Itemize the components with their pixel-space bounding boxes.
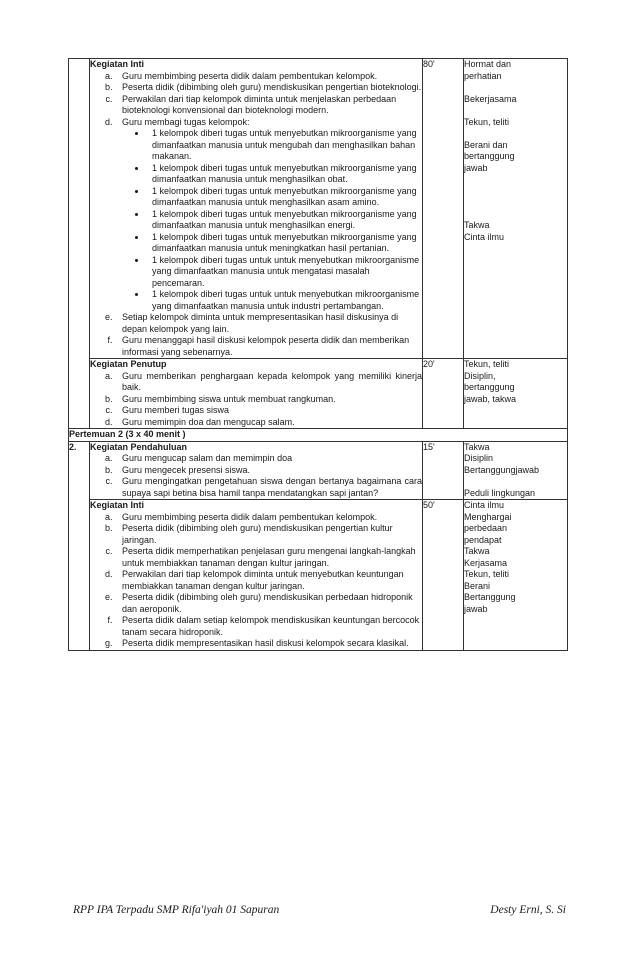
- character-value: Cinta ilmu: [464, 231, 505, 242]
- character-value: Tekun, teliti: [464, 569, 510, 579]
- character-value: Cinta ilmu: [464, 500, 505, 510]
- character-cell: [464, 500, 568, 651]
- character-value: perhatian: [464, 70, 502, 81]
- row-kegiatan-inti-2: [69, 500, 568, 651]
- meeting-label: Pertemuan 2 (3 x 40 menit ): [69, 429, 568, 442]
- activity-list: [90, 71, 422, 359]
- activity-item-text: Guru membagi tugas kelompok:: [122, 116, 250, 127]
- activity-item: a. Guru membimbing peserta didik dalam pembentukan kelompok.: [115, 71, 422, 83]
- character-gap: [464, 105, 567, 117]
- character-value: bertanggung: [464, 382, 515, 392]
- character-value: Takwa: [464, 441, 490, 452]
- activity-item: c. Guru memberi tugas siswa: [115, 405, 422, 417]
- character-gap: [464, 82, 567, 94]
- activity-item: b. Guru membimbing siswa untuk membuat rangkuman.: [115, 394, 422, 406]
- character-cell: [464, 441, 568, 500]
- character-cell: [464, 359, 568, 429]
- activity-list: [90, 512, 422, 650]
- activity-cell: [90, 59, 423, 359]
- group-task-item: • 1 kelompok diberi tugas untuk menyebutkan mikroorganisme yang dimanfaatkan manusia untuk menghasilkan energi.: [147, 209, 422, 232]
- activity-item: a. Guru membimbing peserta didik dalam pembentukan kelompok.: [115, 512, 422, 524]
- character-gap: [464, 128, 567, 140]
- character-value: Takwa: [464, 546, 490, 556]
- number-cell: 2.: [69, 441, 90, 650]
- character-value: Menghargai: [464, 511, 512, 522]
- group-task-item: • 1 kelompok diberi tugas untuk menyebutkan mikroorganisme yang dimanfaatkan manusia untuk menghasilkan obat.: [147, 163, 422, 186]
- activity-list: [90, 371, 422, 429]
- time-cell: 80': [423, 59, 464, 359]
- time-cell: 15': [423, 441, 464, 500]
- group-task-item: • 1 kelompok diberi tugas untuk untuk menyebutkan mikroorganisme yang dimanfaatkan manusia untuk industri pertambangan.: [147, 289, 422, 312]
- character-value: Tekun, teliti: [464, 116, 510, 127]
- character-value: jawab, takwa: [464, 393, 517, 404]
- activity-cell: [90, 359, 423, 429]
- activity-item: a. Guru memberikan penghargaan kepada kelompok yang memiliki kinerja baik.: [115, 371, 422, 394]
- section-title: Kegiatan Penutup: [90, 359, 167, 369]
- character-gap: [464, 476, 567, 488]
- activity-item: e. Peserta didik (dibimbing oleh guru) mendiskusikan perbedaan hidroponik dan aeroponik.: [115, 592, 422, 615]
- time-cell: 50': [423, 500, 464, 651]
- activity-item: d. Perwakilan dari tiap kelompok diminta untuk menyebutkan keuntungan membiakkan tanaman dengan kultur jaringan.: [115, 569, 422, 592]
- activity-item: f. Peserta didik dalam setiap kelompok mendiskusikan keuntungan bercocok tanam secara hidroponik.: [115, 615, 422, 638]
- activity-item: g. Peserta didik mempresentasikan hasil diskusi kelompok secara klasikal.: [115, 638, 422, 650]
- character-gap: [464, 209, 567, 221]
- activity-item: b. Peserta didik (dibimbing oleh guru) mendiskusikan pengertian kultur jaringan.: [115, 523, 422, 546]
- character-value: jawab: [464, 162, 488, 173]
- activity-item: b. Peserta didik (dibimbing oleh guru) mendiskusikan pengertian bioteknologi.: [115, 82, 422, 94]
- activity-cell: [90, 500, 423, 651]
- character-value: Berani: [464, 580, 491, 591]
- activity-list: [90, 453, 422, 499]
- group-task-item: • 1 kelompok diberi tugas untuk menyebutkan mikroorganisme yang dimanfaatkan manusia untuk meningkatkan hasil pertanian.: [147, 232, 422, 255]
- row-kegiatan-inti-1: [69, 59, 568, 359]
- time-cell: 20': [423, 359, 464, 429]
- character-value: bertanggung: [464, 151, 515, 161]
- character-value: Peduli lingkungan: [464, 487, 536, 498]
- section-title: Kegiatan Inti: [90, 500, 145, 510]
- activity-item: [115, 117, 422, 313]
- activity-item: c. Peserta didik memperhatikan penjelasan guru mengenai langkah-langkah untuk membiakkan tanaman dengan kultur jaringan.: [115, 546, 422, 569]
- activity-item: c. Perwakilan dari tiap kelompok diminta untuk menjelaskan perbedaan bioteknologi konvensional dan bioteknologi modern.: [115, 94, 422, 117]
- activity-cell: [90, 441, 423, 500]
- character-value: pendapat: [464, 534, 502, 545]
- character-value: Disiplin: [464, 453, 494, 463]
- character-value: Tekun, teliti: [464, 359, 510, 369]
- lesson-plan-table: [68, 58, 568, 651]
- activity-item: c. Guru mengingatkan pengetahuan siswa dengan bertanya bagaimana cara supaya sapi betina bisa hamil tanpa mendatangkan sapi jantan?: [115, 476, 422, 499]
- activity-item: a. Guru mengucap salam dan memimpin doa: [115, 453, 422, 465]
- group-task-item: • 1 kelompok diberi tugas untuk menyebutkan mikroorganisme yang dimanfaatkan manusia untuk mengubah dan menghasilkan bahan makanan.: [147, 128, 422, 163]
- row-meeting-2: [69, 429, 568, 442]
- footer-author: Desty Erni, S. Si: [490, 904, 566, 916]
- activity-item: f. Guru menanggapi hasil diskusi kelompok peserta didik dan memberikan informasi yang sebenarnya.: [115, 335, 422, 358]
- character-gap: [464, 174, 567, 186]
- character-cell: [464, 59, 568, 359]
- character-value: Bertanggung: [464, 592, 516, 602]
- character-value: jawab: [464, 603, 488, 614]
- section-title: Kegiatan Inti: [90, 59, 145, 69]
- character-gap: [464, 186, 567, 198]
- group-task-item: • 1 kelompok diberi tugas untuk untuk menyebutkan mikroorganisme yang dimanfaatkan manusia untuk mengatasi masalah pencemaran.: [147, 255, 422, 290]
- row-kegiatan-pendahuluan: [69, 441, 568, 500]
- character-value: Kerjasama: [464, 557, 508, 568]
- character-value: Takwa: [464, 220, 490, 230]
- character-value: Berani dan: [464, 139, 508, 150]
- character-value: perbedaan: [464, 523, 508, 533]
- footer-document-title: RPP IPA Terpadu SMP Rifa'iyah 01 Sapuran: [73, 904, 280, 916]
- section-title: Kegiatan Pendahuluan: [90, 441, 188, 452]
- number-cell: [69, 59, 90, 429]
- character-value: Hormat dan: [464, 59, 512, 69]
- character-value: Bertanggungjawab: [464, 464, 540, 475]
- group-task-item: • 1 kelompok diberi tugas untuk menyebutkan mikroorganisme yang dimanfaatkan manusia untuk menghasilkan asam amino.: [147, 186, 422, 209]
- character-value: Disiplin,: [464, 370, 496, 381]
- group-task-list: [122, 128, 422, 312]
- character-value: Bekerjasama: [464, 93, 517, 104]
- row-kegiatan-penutup: [69, 359, 568, 429]
- activity-item: b. Guru mengecek presensi siswa.: [115, 465, 422, 477]
- activity-item: d. Guru memimpin doa dan mengucap salam.: [115, 417, 422, 429]
- activity-item: e. Setiap kelompok diminta untuk mempresentasikan hasil diskusinya di depan kelompok yang lain.: [115, 312, 422, 335]
- character-gap: [464, 197, 567, 209]
